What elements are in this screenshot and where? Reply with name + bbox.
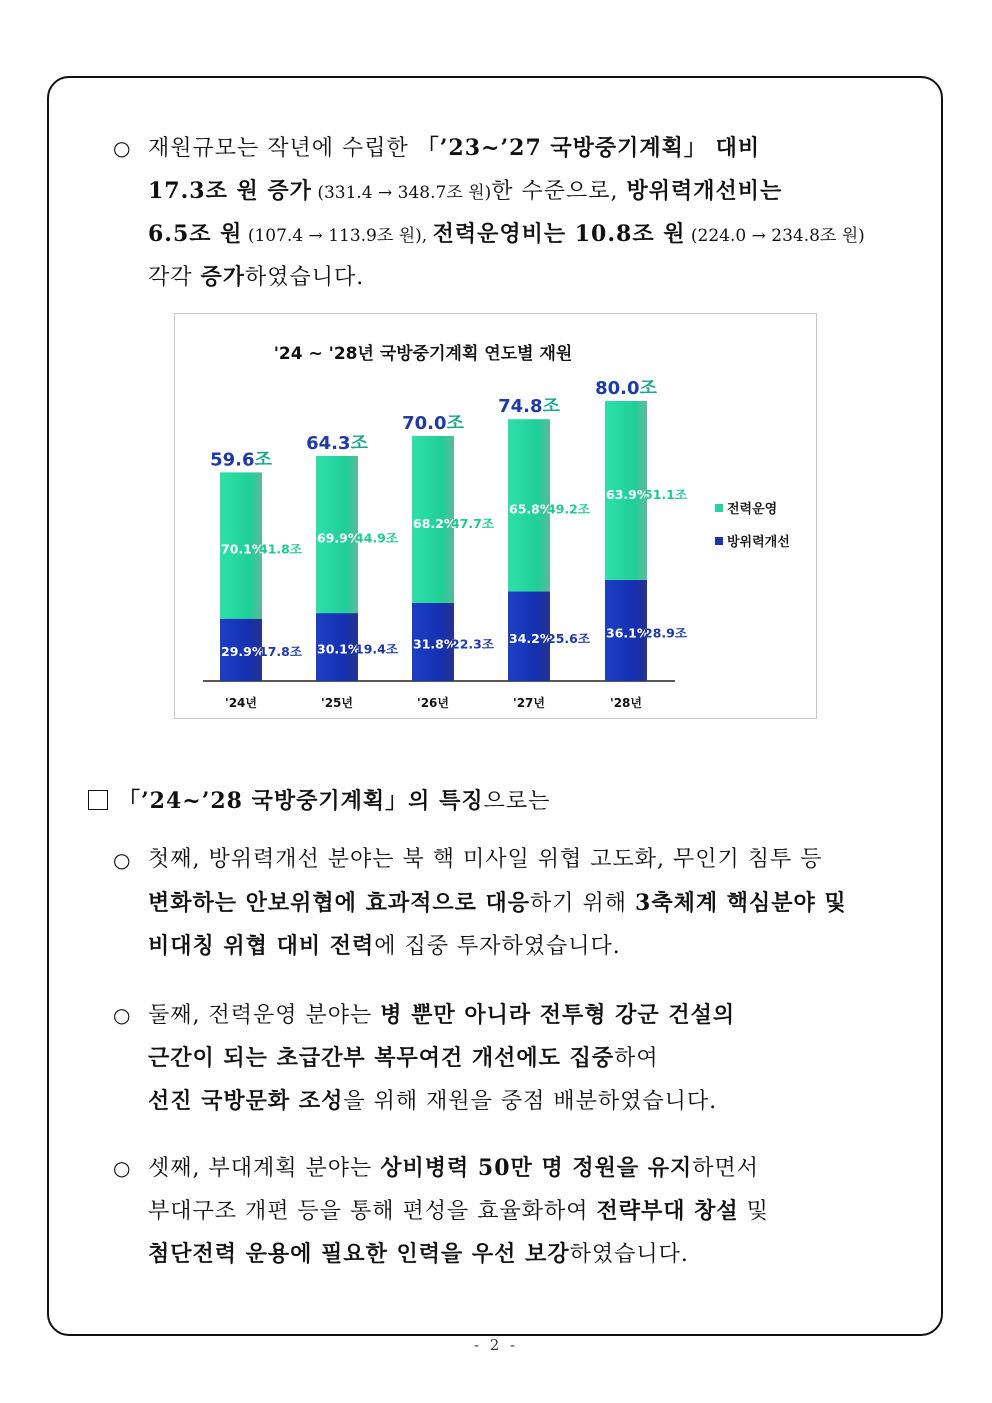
value-label: 28.9조 xyxy=(644,625,687,641)
pct-label: 68.2% xyxy=(413,515,457,531)
x-tick-label: '28년 xyxy=(610,696,642,710)
pct-label: 30.1% xyxy=(317,641,361,657)
legend-swatch-force-operation xyxy=(715,504,723,512)
bullet-mark: ○ xyxy=(113,1003,131,1027)
emphasis: 병 뿐만 아니라 전투형 강군 건설의 xyxy=(380,1002,736,1028)
emphasis: 전략부대 창설 xyxy=(596,1198,739,1224)
legend-label: 방위력개선 xyxy=(727,535,790,550)
text: 부대구조 개편 등을 통해 편성을 효율화하여 xyxy=(148,1199,597,1224)
pct-label: 31.8% xyxy=(413,636,457,652)
p3-line-1 xyxy=(148,1153,759,1184)
pct-label: 65.8% xyxy=(509,501,553,517)
p1-line-3 xyxy=(148,931,621,962)
value-label: 51.1조 xyxy=(644,487,687,503)
text: 하기 위해 xyxy=(530,891,636,916)
emphasis: 방위력개선비는 xyxy=(626,178,783,204)
value-label: 41.8조 xyxy=(259,541,302,557)
value-label: 49.2조 xyxy=(547,501,590,517)
pct-label: 69.9% xyxy=(317,530,361,546)
emphasis: 17.3조 원 증가 xyxy=(148,178,312,204)
text: 하였습니다. xyxy=(569,1242,689,1267)
budget-chart xyxy=(174,313,817,719)
text: 재원규모는 작년에 수립한 xyxy=(148,136,417,161)
emphasis: 증가 xyxy=(200,264,246,290)
x-tick-label: '27년 xyxy=(513,696,545,710)
total-label: 70.0조 xyxy=(402,413,464,434)
total-label: 64.3조 xyxy=(306,432,368,454)
chart-title: '24 ~ '28년 국방중기계획 연도별 재원 xyxy=(273,344,573,364)
text: 및 xyxy=(738,1199,769,1224)
p2-line-1 xyxy=(148,1000,735,1031)
text: 셋째, 부대계획 분야는 xyxy=(148,1156,381,1181)
legend-swatch-defense-improvement xyxy=(715,537,723,545)
intro-line-2 xyxy=(148,176,782,208)
p3-line-3 xyxy=(148,1239,689,1270)
text: 하면서 xyxy=(692,1156,760,1181)
x-tick-label: '26년 xyxy=(417,696,449,710)
value-label: 44.9조 xyxy=(355,530,398,546)
section-heading xyxy=(118,786,550,817)
value-label: 22.3조 xyxy=(451,636,494,652)
p1-line-2 xyxy=(148,888,847,919)
emphasis: 변화하는 안보위협에 효과적으로 대응 xyxy=(148,890,531,916)
detail: (331.4 → 348.7조 원) xyxy=(311,183,492,203)
budget-chart-svg xyxy=(175,314,816,718)
pct-label: 63.9% xyxy=(606,487,650,503)
emphasis: 3축체계 핵심분야 및 xyxy=(635,890,847,916)
pct-label: 36.1% xyxy=(606,625,650,641)
section-title: 「’24~’28 국방중기계획」의 특징 xyxy=(118,788,484,814)
total-label: 74.8조 xyxy=(498,396,560,418)
total-label: 80.0조 xyxy=(595,378,657,399)
value-label: 17.8조 xyxy=(259,644,302,660)
text: 하였습니다. xyxy=(245,265,365,290)
emphasis: 첨단전력 운용에 필요한 인력을 우선 보강 xyxy=(148,1241,570,1267)
x-tick-label: '25년 xyxy=(321,696,353,710)
text: 을 위해 재원을 중점 배분하였습니다. xyxy=(343,1089,718,1114)
intro-line-4 xyxy=(148,262,364,293)
pct-label: 34.2% xyxy=(509,630,553,646)
p1-line-1: 첫째, 방위력개선 분야는 북 핵 미사일 위협 고도화, 무인기 침투 등 xyxy=(148,847,823,872)
intro-line-1 xyxy=(148,133,760,164)
emphasis: 선진 국방문화 조성 xyxy=(148,1088,344,1114)
text: 으로는 xyxy=(483,789,551,814)
value-label: 47.7조 xyxy=(451,515,494,531)
emphasis: 상비병력 50만 명 정원을 유지 xyxy=(380,1155,693,1181)
text: 둘째, 전력운영 분야는 xyxy=(148,1003,381,1028)
total-label: 59.6조 xyxy=(210,449,272,471)
pct-label: 70.1% xyxy=(221,541,265,557)
emphasis: 6.5조 원 xyxy=(148,221,243,247)
page-number: - 2 - xyxy=(473,1336,519,1354)
text: 각각 xyxy=(148,265,201,290)
value-label: 19.4조 xyxy=(355,641,398,657)
value-label: 25.6조 xyxy=(547,630,590,646)
emphasis: 「’23~’27 국방중기계획」 대비 xyxy=(416,135,761,161)
p2-line-3 xyxy=(148,1086,717,1117)
checkbox-square-icon xyxy=(88,790,108,810)
text: 한 수준으로, xyxy=(491,179,627,204)
text: 에 집중 투자하였습니다. xyxy=(374,934,621,959)
bullet-mark: ○ xyxy=(113,136,131,160)
detail: (107.4 → 113.9조 원), xyxy=(242,226,433,246)
p2-line-2 xyxy=(148,1043,659,1074)
p3-line-2 xyxy=(148,1196,769,1227)
emphasis: 비대칭 위협 대비 전력 xyxy=(148,933,375,959)
emphasis: 근간이 되는 초급간부 복무여건 개선에도 집중 xyxy=(148,1045,615,1071)
pct-label: 29.9% xyxy=(221,644,265,660)
bullet-mark: ○ xyxy=(113,1156,131,1180)
intro-line-3 xyxy=(148,219,865,251)
text: 하여 xyxy=(614,1046,659,1071)
emphasis: 전력운영비는 10.8조 원 xyxy=(432,221,686,247)
legend-label: 전력운영 xyxy=(727,502,778,517)
detail: (224.0 → 234.8조 원) xyxy=(685,226,865,246)
bullet-mark: ○ xyxy=(113,848,131,872)
x-tick-label: '24년 xyxy=(225,696,257,710)
